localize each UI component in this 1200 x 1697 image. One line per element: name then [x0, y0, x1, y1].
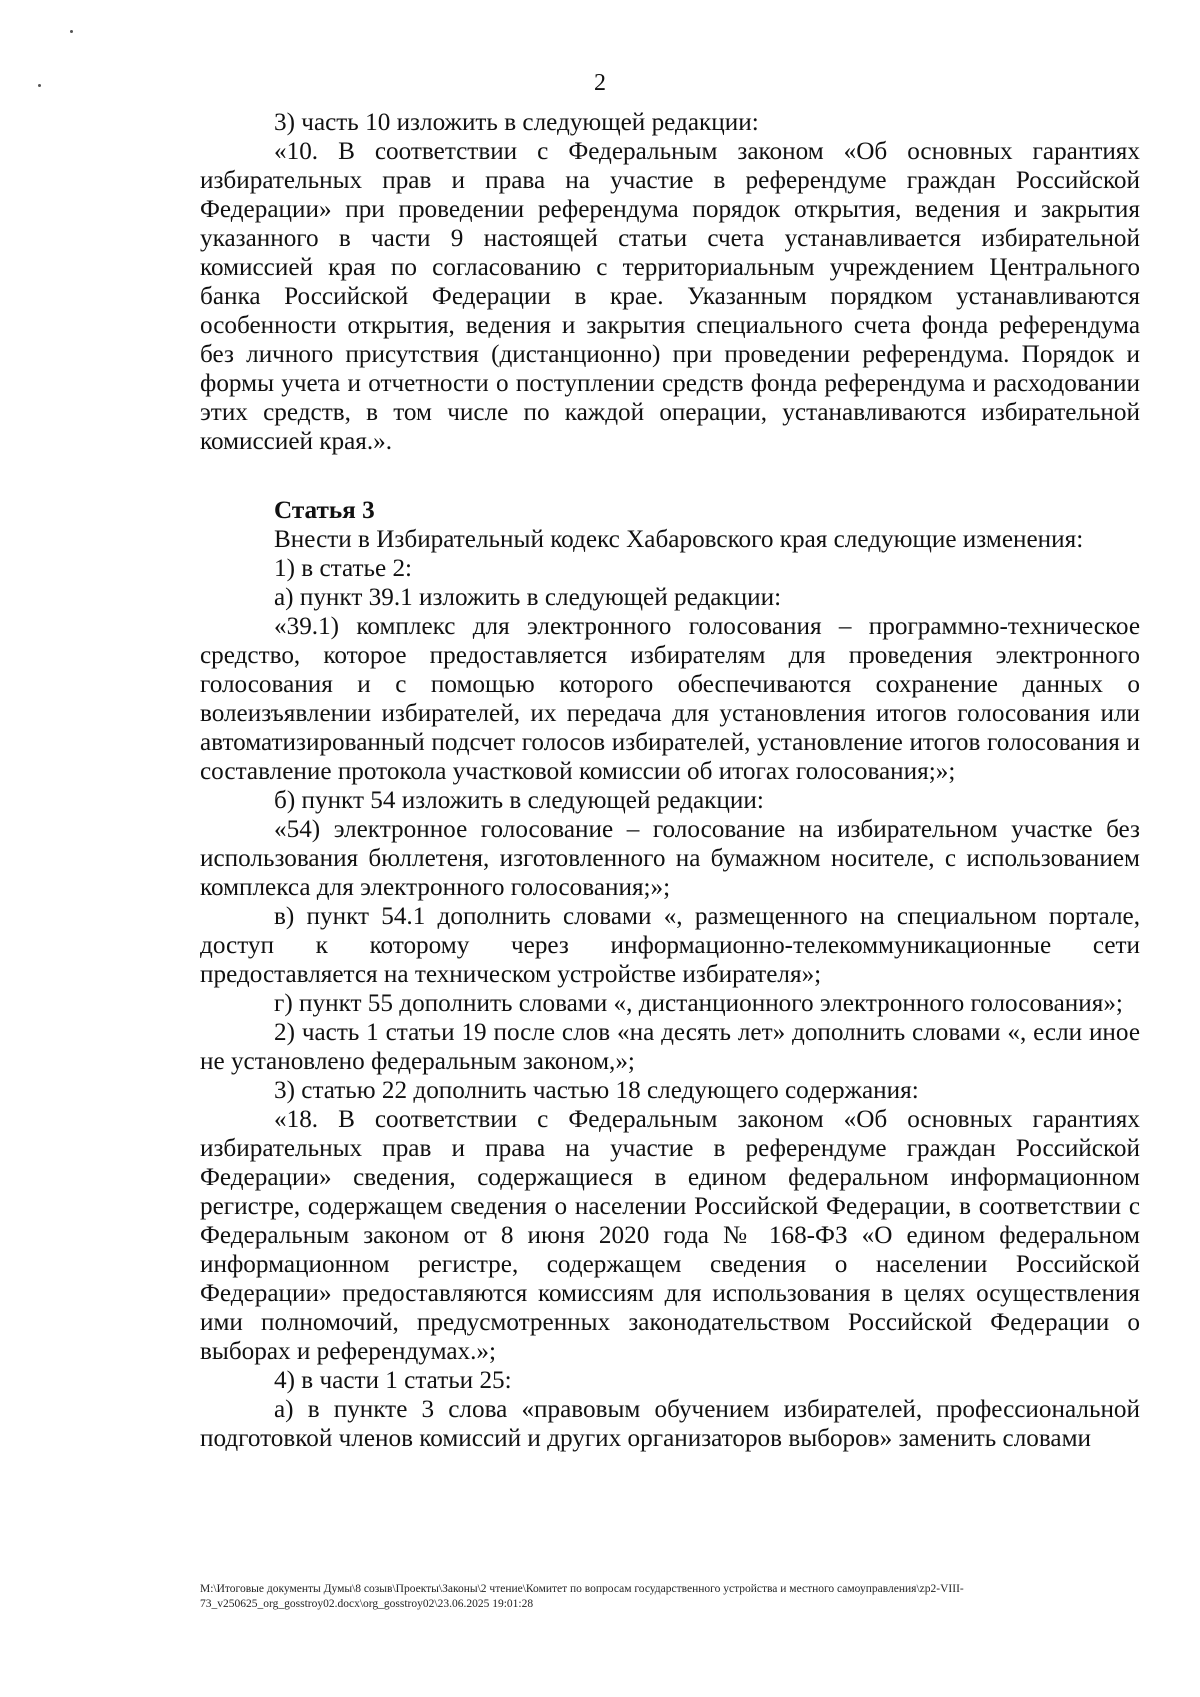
paragraph: «18. В соответствии с Федеральным законом «Об основных гарантиях избирательных прав и права на участие в референдуме граждан Российской Федерации» сведения, содержащиеся в едином федеральном информационном регистре, содержащем сведения о населении Российской Федерации, в соответствии с Федеральным законом от 8 июня 2020 года № 168-ФЗ «О едином федеральном информационном регистре, содержащем сведения о населении Российской Федерации» предоставляются комиссиям для использования в целях осуществления ими полномочий, предусмотренных законодательством Российской Федерации о выборах и референдумах.»; [200, 1106, 1140, 1365]
paragraph: «10. В соответствии с Федеральным законом «Об основных гарантиях избирательных прав и права на участие в референдуме граждан Российской Федерации» при проведении референдума порядок открытия, ведения и закрытия указанного в части 9 настоящей статьи счета устанавливается избирательной комиссией края по согласованию с территориальным учреждением Центрального банка Российской Федерации в крае. Указанным порядком устанавливаются особенности открытия, ведения и закрытия специального счета фонда референдума без личного присутствия (дистанционно) при проведении референдума. Порядок и формы учета и отчетности о поступлении средств фонда референдума и расходовании этих средств, в том числе по каждой операции, устанавливаются избирательной комиссией края.». [200, 138, 1140, 455]
article-heading: Статья 3 [274, 497, 375, 524]
paragraph: 4) в части 1 статьи 25: [274, 1367, 512, 1394]
paragraph: б) пункт 54 изложить в следующей редакции: [274, 787, 764, 814]
paragraph: Внести в Избирательный кодекс Хабаровского края следующие изменения: [274, 526, 1084, 553]
paragraph: «54) электронное голосование – голосование на избирательном участке без использования бюллетеня, изготовленного на бумажном носителе, с использованием комплекса для электронного голосования;»; [200, 816, 1140, 901]
document-body [200, 108, 1140, 1453]
paragraph: 2) часть 1 статьи 19 после слов «на десять лет» дополнить словами «, если иное не установлено федеральным законом,»; [200, 1019, 1140, 1075]
paragraph: 3) часть 10 изложить в следующей редакции: [274, 109, 759, 136]
paragraph: г) пункт 55 дополнить словами «, дистанционного электронного голосования»; [274, 990, 1123, 1017]
paragraph: 3) статью 22 дополнить частью 18 следующего содержания: [274, 1077, 919, 1104]
paragraph: 1) в статье 2: [274, 555, 413, 582]
paragraph: «39.1) комплекс для электронного голосования – программно-техническое средство, которое предоставляется избирателям для проведения электронного голосования и с помощью которого обеспечиваются сохранение данных о волеизъявлении избирателей, их передача для установления итогов голосования или автоматизированный подсчет голосов избирателей, установление итогов голосования и составление протокола участковой комиссии об итогах голосования;»; [200, 613, 1140, 785]
paragraph: в) пункт 54.1 дополнить словами «, размещенного на специальном портале, доступ к которому через информационно-телекоммуникационные сети предоставляется на техническом устройстве избирателя»; [200, 903, 1140, 988]
scan-speck [70, 30, 73, 33]
paragraph: а) в пункте 3 слова «правовым обучением избирателей, профессиональной подготовкой членов комиссий и других организаторов выборов» заменить словами [200, 1396, 1140, 1452]
file-path-footer: М:\Итоговые документы Думы\8 созыв\Проекты\Законы\2 чтение\Комитет по вопросам государственного устройства и местного самоуправления\zp2-VIII-73_v250625_org_gosstroy02.docx\org_gosstroy02\23.06.2025 19:01:28 [200, 1583, 964, 1610]
paragraph: а) пункт 39.1 изложить в следующей редакции: [274, 584, 782, 611]
page-number: 2 [594, 70, 606, 96]
